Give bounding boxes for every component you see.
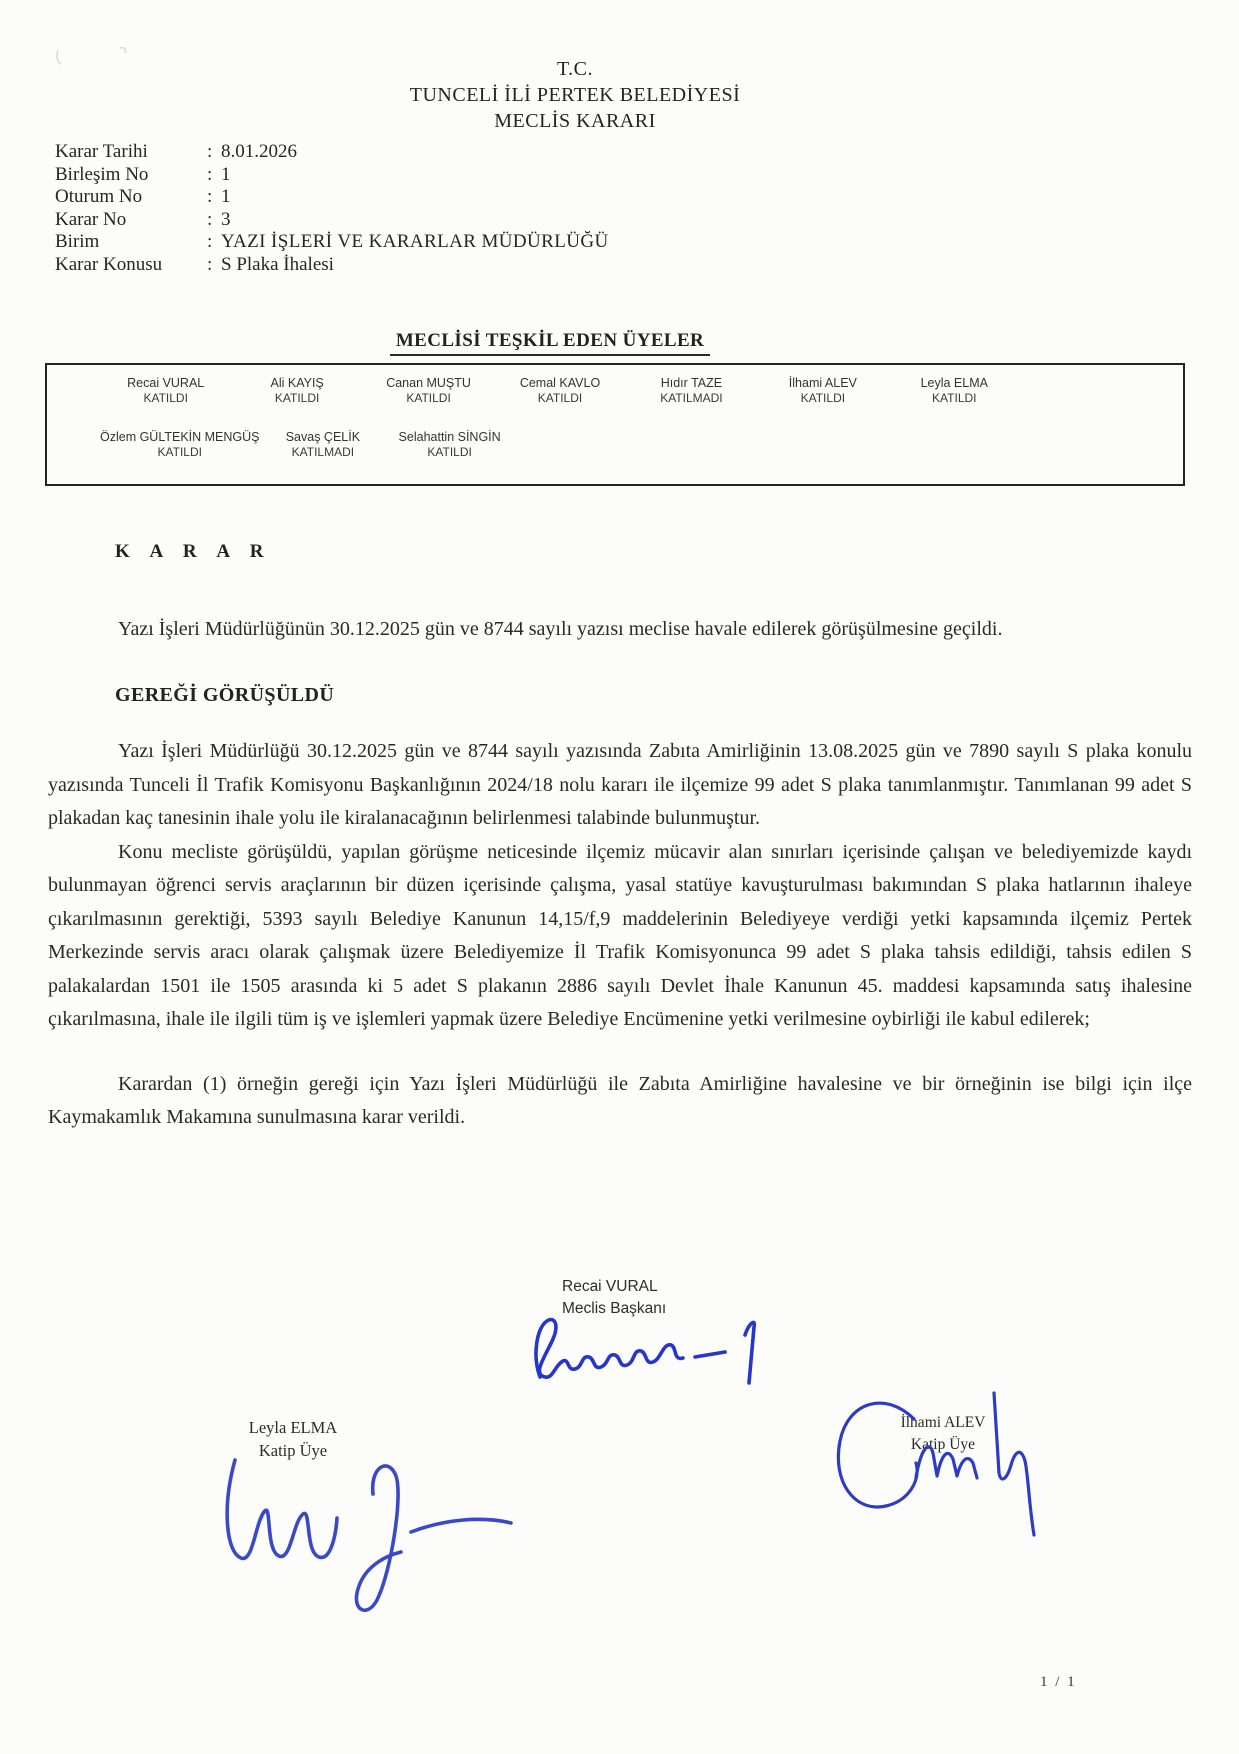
- body-paragraph-request: Yazı İşleri Müdürlüğü 30.12.2025 gün ve 8744 sayılı yazısında Zabıta Amirliğinin 13.08.2025 gün ve 7890 sayılı S plaka konulu yazısında Tunceli İl Trafik Komisyonu Başkanlığının 2024/18 nolu kararı ile ilçemize 99 adet S plaka tanımlanmıştır. Tanımlanan 99 adet S plakadan kaç tanesinin ihale yolu ile kiralanacağının belirlenmesi talabinde bulunmuştur.: [48, 740, 1192, 829]
- member-cell: [231, 376, 362, 406]
- meta-value: 1: [221, 163, 231, 185]
- member-name: Recai VURAL: [127, 376, 205, 390]
- member-status: KATILMADI: [291, 445, 355, 459]
- member-cell: [260, 430, 387, 460]
- members-row-1: [47, 365, 1183, 406]
- decision-intro-paragraph: Yazı İşleri Müdürlüğünün 30.12.2025 gün ve 8744 sayılı yazısı meclise havale edilerek görüşülmesine geçildi.: [118, 618, 1003, 640]
- clerk-right-signature-block: [870, 1412, 1016, 1456]
- meta-label: Birleşim No: [55, 163, 149, 185]
- member-name: Ali KAYIŞ: [270, 376, 324, 390]
- member-name: Selahattin SİNGİN: [398, 430, 501, 444]
- president-signature-block: [562, 1276, 666, 1320]
- meta-label: Birim: [55, 231, 100, 252]
- member-cell: [100, 430, 260, 460]
- header-tc: T.C.: [556, 58, 594, 80]
- meta-row-karar-konusu: [55, 254, 609, 277]
- meta-colon: :: [207, 186, 213, 207]
- clerk-right-signature-ink: [826, 1383, 1074, 1551]
- meta-row-oturum-no: [55, 186, 609, 209]
- member-name: Savaş ÇELİK: [285, 430, 361, 444]
- member-cell: [494, 376, 625, 406]
- member-name: Canan MUŞTU: [386, 376, 471, 390]
- meta-row-karar-no: [55, 209, 609, 232]
- meta-value: 8.01.2026: [221, 141, 297, 162]
- member-status: KATILDI: [157, 445, 202, 459]
- president-title: Meclis Başkanı: [562, 1300, 667, 1317]
- member-cell: [386, 430, 513, 460]
- clerk-right-name: İlhami ALEV: [900, 1414, 986, 1431]
- meta-colon: :: [207, 208, 213, 230]
- clerk-left-title: Katip Üye: [258, 1441, 328, 1460]
- geregi-gorusuldu-heading: GEREĞİ GÖRÜŞÜLDÜ: [115, 684, 335, 706]
- meta-label: Karar No: [55, 208, 127, 230]
- decision-metadata: [55, 141, 609, 276]
- members-section-title-wrap: [45, 330, 1055, 356]
- member-cell: [100, 376, 231, 406]
- meta-label: Karar Tarihi: [55, 141, 148, 162]
- meta-value: S Plaka İhalesi: [221, 253, 334, 275]
- member-name: Özlem GÜLTEKİN MENGÜŞ: [100, 430, 260, 444]
- clerk-left-signature-ink: [213, 1452, 525, 1624]
- karar-heading: K A R A R: [115, 541, 272, 562]
- meta-value: YAZI İŞLERİ VE KARARLAR MÜDÜRLÜĞÜ: [221, 231, 609, 252]
- member-status: KATILDI: [274, 391, 320, 405]
- clerk-left-signature-block: [230, 1416, 356, 1462]
- president-name: Recai VURAL: [562, 1278, 658, 1295]
- meta-colon: :: [207, 231, 213, 252]
- clerk-right-title: Katip Üye: [910, 1436, 976, 1453]
- clerk-left-name: Leyla ELMA: [248, 1418, 338, 1437]
- meta-row-karar-tarihi: [55, 141, 609, 164]
- body-paragraph-resolution: Konu mecliste görüşüldü, yapılan görüşme neticesinde ilçemiz mücavir alan sınırları içerisinde çalışan ve belediyemizde kaydı bulunmayan öğrenci servis araçlarının bir düzen içerisinde çalışma, yasal statüye kavuşturulması bakımından S plaka hatlarının ihaleye çıkarılmasının gerektiği, 5393 sayılı Belediye Kanunun 14,15/f,9 maddelerinin Belediyeye verdiği yetki kapsamında ilçemiz Pertek Merkezinde servis aracı olarak çalışmak üzere Belediyemize İl Trafik Komisyonunca 99 adet S plaka tahsis edildiği, tahsis edilen S palakalardan 1501 ile 1505 arasında ki 5 adet S plakanın 2886 sayılı Devlet İhale Kanunun 45. maddesi kapsamında satış ihalesine çıkarılmasına, ihale ile ilgili tüm iş ve işlemleri yapmak üzere Belediye Encümenine yetki verilmesine oybirliği ile kabul edilerek;: [48, 840, 1192, 1030]
- header-municipality: TUNCELİ İLİ PERTEK BELEDİYESİ: [409, 84, 741, 106]
- decision-body: [48, 735, 1192, 1135]
- member-status: KATILDI: [537, 391, 583, 405]
- member-status: KATILDI: [406, 391, 451, 405]
- member-cell: [889, 376, 1020, 406]
- document-header: [45, 56, 1105, 134]
- member-name: İlhami ALEV: [788, 376, 857, 390]
- president-signature-ink: [495, 1313, 780, 1395]
- meta-colon: :: [207, 141, 213, 162]
- members-attendance-table: [45, 363, 1185, 486]
- member-status: KATILDI: [143, 391, 188, 405]
- member-status: KATILMADI: [660, 391, 723, 405]
- header-doc-type: MECLİS KARARI: [494, 110, 656, 132]
- body-paragraph-distribution: Karardan (1) örneğin gereği için Yazı İşleri Müdürlüğü ile Zabıta Amirliğine havalesine ve bir örneğinin ise bilgi için ilçe Kaymakamlık Makamına sunulmasına karar verildi.: [48, 1072, 1192, 1128]
- member-status: KATILDI: [427, 445, 472, 459]
- member-status: KATILDI: [800, 391, 846, 405]
- member-name: Hıdır TAZE: [660, 376, 723, 390]
- meta-row-birlesim-no: [55, 164, 609, 187]
- member-status: KATILDI: [932, 391, 977, 405]
- page-number: 1 / 1: [1040, 1674, 1077, 1690]
- member-name: Cemal KAVLO: [519, 376, 601, 390]
- meta-colon: :: [207, 253, 213, 275]
- meta-colon: :: [207, 163, 213, 185]
- member-cell: [626, 376, 757, 406]
- meta-value: 3: [221, 208, 231, 230]
- meta-label: Oturum No: [55, 186, 143, 207]
- members-section-title: MECLİSİ TEŞKİL EDEN ÜYELER: [390, 330, 710, 356]
- meta-row-birim: [55, 231, 609, 254]
- meta-value: 1: [221, 186, 231, 207]
- member-name: Leyla ELMA: [920, 376, 988, 390]
- meta-label: Karar Konusu: [55, 253, 163, 275]
- member-cell: [757, 376, 888, 406]
- member-cell: [363, 376, 494, 406]
- members-row-2: [47, 406, 1183, 460]
